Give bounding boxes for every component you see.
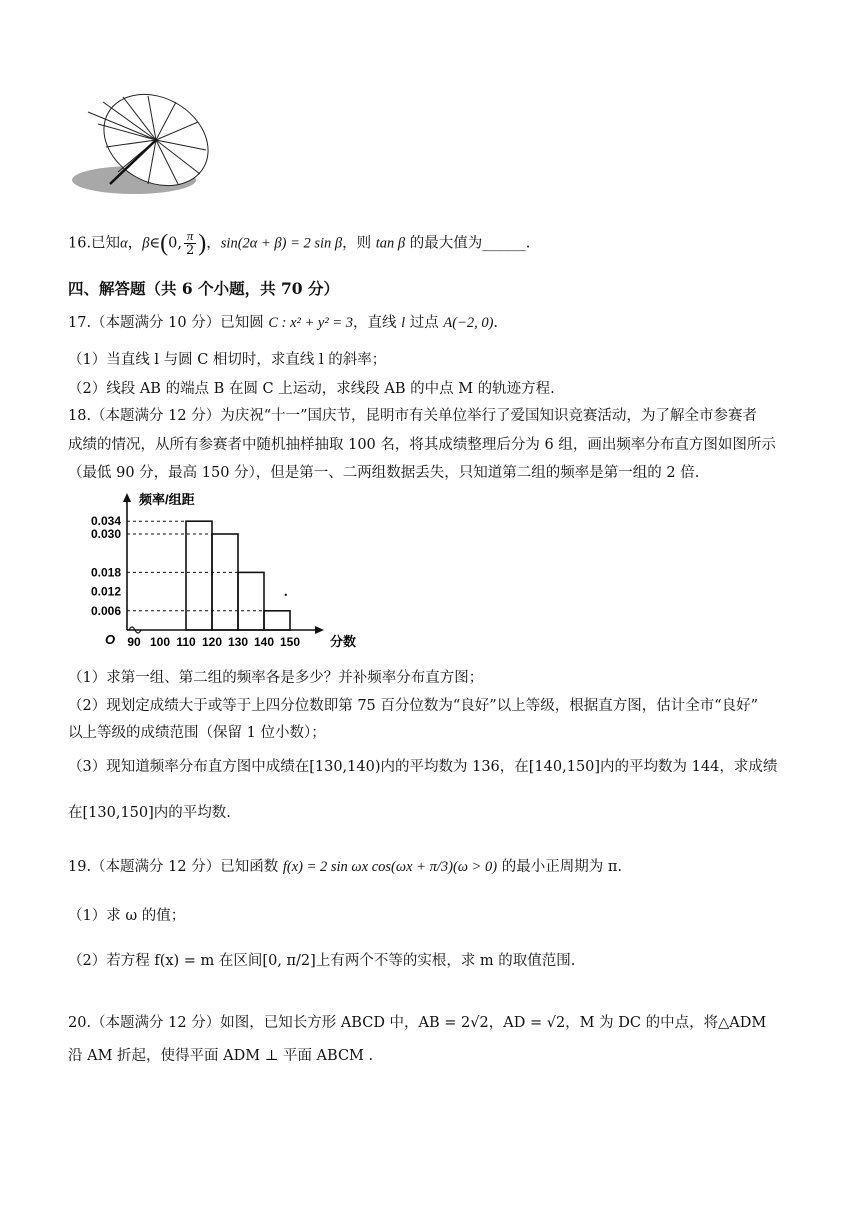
section-4-title: 四、解答题（共 6 个小题，共 70 分）	[68, 279, 339, 298]
frequency-histogram	[72, 490, 372, 660]
x-tick-label: 140	[253, 635, 275, 649]
question-18-part-3a: （3）现知道频率分布直方图中成绩在[130,140)内的平均数为 136，在[140,150]内的平均数为 144，求成绩	[68, 759, 778, 775]
line-l: l	[401, 315, 406, 331]
x-tick-label: 120	[201, 635, 223, 649]
q16-comma: ，	[127, 235, 143, 252]
histogram-labels	[91, 492, 356, 649]
stray-dot	[285, 594, 287, 596]
histogram-bar-140-150	[264, 611, 290, 630]
q19-stem-a: 19.（本题满分 12 分）已知函数	[68, 859, 283, 875]
question-17-part-1: （1）当直线 l 与圆 C 相切时，求直线 l 的斜率；	[68, 352, 387, 368]
point-a: A(−2, 0)	[443, 315, 494, 331]
y-tick-label: 0.006	[90, 603, 121, 618]
interval-zero: 0,	[168, 235, 182, 252]
histogram-guide-lines	[127, 521, 264, 611]
histogram-bar-110-120	[186, 521, 212, 630]
interval-left-paren: (	[160, 230, 169, 257]
question-20-line-2: 沿 AM 折起，使得平面 ADM ⊥ 平面 ABCM .	[68, 1048, 374, 1064]
function-definition: f(x) = 2 sin ωx cos(ωx + π/3)(ω > 0)	[282, 859, 498, 875]
question-17-part-2: （2）线段 AB 的端点 B 在圆 C 上运动，求线段 AB 的中点 M 的轨迹方程.	[68, 381, 555, 397]
question-19-part-2: （2）若方程 f(x) = m 在区间[0, π/2]上有两个不等的实根，求 m 的取值范围.	[68, 953, 576, 969]
fraction-numerator: π	[184, 229, 196, 244]
y-axis-label: 频率/组距	[139, 492, 195, 507]
y-axis-arrow-icon	[123, 493, 131, 502]
q19-stem-b: 的最小正周期为 π.	[497, 859, 622, 875]
alpha-symbol: α	[120, 235, 128, 252]
y-tick-label: 0.030	[90, 527, 121, 541]
question-17-stem	[68, 312, 808, 334]
x-tick-label: 130	[227, 635, 249, 649]
question-19-part-1: （1）求 ω 的值；	[68, 908, 186, 924]
question-20-line-1: 20.（本题满分 12 分）如图，已知长方形 ABCD 中，AB = 2√2，AD = √2，M 为 DC 的中点，将△ADM	[68, 1015, 767, 1031]
fraction-denominator: 2	[186, 243, 195, 258]
q17-stem-d: .	[493, 315, 499, 331]
question-18-part-2b: 以上等级的成绩范围（保留 1 位小数）；	[68, 725, 326, 741]
circle-equation: C : x² + y² = 3	[268, 315, 353, 331]
histogram-axes	[123, 493, 324, 634]
q17-stem-b: ，直线	[352, 315, 402, 331]
question-18-part-3b: 在[130,150]内的平均数.	[68, 805, 231, 821]
question-16	[68, 229, 808, 258]
question-18-line-3: （最低 90 分，最高 150 分），但是第一、二两组数据丢失，只知道第二组的频率是第一组的 2 倍.	[68, 465, 700, 481]
y-tick-label: 0.034	[90, 514, 121, 529]
histogram-bars	[186, 521, 290, 630]
q16-prefix: 16.已知	[68, 235, 121, 252]
beta-symbol: β	[142, 235, 150, 252]
question-19-stem	[68, 856, 808, 878]
x-tick-label: 100	[149, 635, 171, 649]
pi-over-two-fraction	[184, 229, 196, 258]
question-18-line-1: 18.（本题满分 12 分）为庆祝“十一”国庆节，昆明市有关单位举行了爱国知识竞赛活动，为了解全市参赛者	[68, 408, 758, 424]
y-tick-label: 0.012	[90, 584, 121, 599]
q17-stem-c: 过点	[405, 315, 444, 331]
element-of-symbol: ∈	[149, 235, 161, 252]
x-tick-label: 150	[279, 635, 301, 649]
q16-mid: ，则	[342, 235, 376, 252]
histogram-bar-120-130	[212, 534, 238, 630]
x-axis-label: 分数	[330, 634, 357, 649]
tan-beta: tan β	[375, 235, 406, 252]
umbrella-illustration	[68, 92, 213, 202]
q16-equation: sin(2α + β) = 2 sin β	[220, 235, 343, 252]
x-tick-label: 110	[176, 635, 196, 649]
q17-stem-a: 17.（本题满分 10 分）已知圆	[68, 315, 269, 331]
question-18-part-1: （1）求第一组、第二组的频率各是多少？并补频率分布直方图；	[68, 670, 484, 686]
question-18-line-2: 成绩的情况，从所有参赛者中随机抽样抽取 100 名，将其成绩整理后分为 6 组，画出频率分布直方图如图所示	[68, 437, 776, 453]
x-tick-label: 90	[127, 635, 141, 649]
y-tick-label: 0.018	[90, 565, 121, 580]
origin-label: O	[105, 632, 116, 647]
q16-comma-2: ，	[206, 235, 221, 252]
q16-suffix: 的最大值为______.	[405, 235, 531, 252]
x-axis-arrow-icon	[315, 626, 324, 634]
question-18-part-2a: （2）现划定成绩大于或等于上四分位数即第 75 百分位数为“良好”以上等级，根据直方图，估计全市“良好”	[68, 698, 759, 714]
histogram-bar-130-140	[238, 572, 264, 630]
interval-right-paren: )	[198, 230, 207, 257]
